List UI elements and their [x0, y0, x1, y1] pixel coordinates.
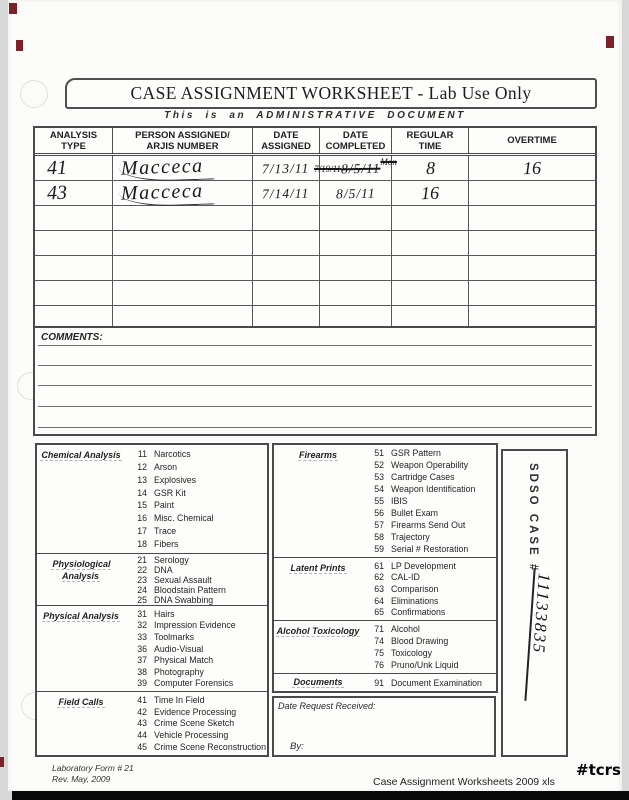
- analysis-code-key-left: [35, 443, 269, 757]
- code-number: 11: [137, 448, 147, 459]
- code-label: Confirmations: [391, 607, 446, 618]
- code-label: Cartridge Cases: [391, 472, 455, 482]
- handwritten-regular-time: 8: [425, 157, 435, 179]
- code-section: [274, 620, 496, 673]
- overtime-cell: [469, 231, 595, 255]
- handwritten-date-completed: 8/5/11: [340, 160, 381, 176]
- code-label: Vehicle Processing: [154, 730, 229, 741]
- code-label: Blood Drawing: [391, 636, 449, 646]
- code-number: 22: [137, 565, 147, 575]
- code-label: GSR Kit: [154, 487, 186, 498]
- code-number: 39: [137, 678, 147, 689]
- code-item: [125, 462, 267, 472]
- code-label: Hairs: [154, 608, 175, 619]
- header-line: OVERTIME: [507, 135, 557, 146]
- code-item-list: [125, 445, 267, 553]
- code-label: Fibers: [154, 539, 179, 549]
- code-section: [37, 445, 267, 553]
- code-label: Crime Scene Reconstruction: [154, 742, 266, 753]
- code-label: CAL-ID: [391, 572, 420, 583]
- code-number: 62: [374, 572, 384, 583]
- code-item: [362, 460, 496, 470]
- assignment-table-header-row: [35, 128, 595, 156]
- column-header-date-assigned: [253, 128, 320, 153]
- scan-mark: [9, 3, 17, 14]
- code-label: Alcohol: [391, 624, 420, 634]
- code-category-label: Physical Analysis: [43, 611, 119, 621]
- code-item: [125, 655, 267, 665]
- analysis-type-cell: [35, 281, 113, 305]
- date-request-label: Date Request Received:: [278, 701, 376, 711]
- code-item-list: [362, 621, 496, 673]
- date-assigned-cell: [253, 281, 320, 305]
- code-label: Pruno/Unk Liquid: [391, 660, 459, 670]
- code-section: [274, 557, 496, 620]
- handwritten-analysis-type: 41: [46, 156, 68, 180]
- code-label: Misc. Chemical: [154, 513, 214, 524]
- code-label: GSR Pattern: [391, 448, 441, 458]
- code-item: [125, 707, 267, 717]
- code-label: Document Examination: [391, 677, 482, 688]
- code-item-list: [362, 558, 496, 620]
- sdso-case-box: [501, 449, 568, 757]
- assignment-table-row: [35, 156, 595, 181]
- code-label: DNA Swabbing: [154, 595, 214, 605]
- code-label: LP Development: [391, 560, 456, 571]
- handwritten-annotation: Mon: [380, 157, 397, 167]
- date-assigned-cell: [253, 156, 320, 181]
- code-number: 37: [137, 655, 147, 666]
- code-number: 18: [137, 539, 147, 549]
- code-number: 13: [137, 474, 147, 485]
- code-section: [274, 673, 496, 691]
- regular-time-cell: [392, 256, 469, 280]
- code-item: [362, 508, 496, 518]
- code-label: Sexual Assault: [154, 575, 212, 585]
- code-item: [362, 648, 496, 658]
- comments-label: COMMENTS:: [41, 332, 103, 343]
- code-number: 63: [374, 583, 384, 594]
- date-completed-cell: [320, 256, 392, 280]
- code-section: [37, 691, 267, 755]
- code-category: [274, 445, 362, 557]
- code-item: [125, 730, 267, 740]
- handwritten-date-assigned: 7/13/11: [262, 160, 310, 176]
- page-subtitle: This is an ADMINISTRATIVE DOCUMENT: [164, 110, 466, 121]
- code-item: [125, 475, 267, 485]
- code-item: [125, 632, 267, 642]
- code-number: 42: [137, 706, 147, 717]
- header-line: ANALYSIS: [49, 129, 98, 141]
- code-number: 44: [137, 730, 147, 741]
- ruled-line: [38, 385, 592, 386]
- code-label: IBIS: [391, 496, 408, 506]
- analysis-type-cell: [35, 181, 113, 206]
- assignment-table-row: [35, 181, 595, 206]
- code-category: [37, 692, 125, 755]
- code-label: Comparison: [391, 583, 439, 594]
- code-number: 12: [137, 461, 147, 472]
- code-number: 33: [137, 631, 147, 642]
- date-assigned-cell: [253, 181, 320, 206]
- handwritten-date-original: 7/19/11: [314, 163, 341, 174]
- ruled-line: [38, 427, 592, 428]
- code-item: [125, 644, 267, 654]
- code-item: [125, 595, 267, 605]
- handwritten-case-number: 11133835: [529, 572, 554, 656]
- handwritten-date-assigned: 7/14/11: [262, 185, 310, 201]
- date-completed-cell: [320, 181, 392, 206]
- code-item: [125, 718, 267, 728]
- header-line: DATE: [273, 129, 299, 141]
- code-item: [125, 539, 267, 549]
- analysis-type-cell: [35, 156, 113, 181]
- code-item: [125, 449, 267, 459]
- code-category-label: Documents: [293, 677, 343, 687]
- scan-mark: [16, 40, 23, 51]
- header-line: ASSIGNED: [261, 140, 311, 152]
- code-number: 17: [137, 526, 147, 537]
- column-header-person-assigned: [113, 128, 253, 153]
- date-completed-cell: [320, 281, 392, 305]
- code-category: [274, 558, 362, 620]
- assignment-table: [33, 126, 597, 332]
- code-item: [125, 555, 267, 565]
- handwritten-person-name: Macceca: [119, 154, 214, 182]
- by-label: By:: [290, 741, 304, 752]
- code-number: 32: [137, 620, 147, 631]
- code-label: Trace: [154, 526, 177, 537]
- analysis-code-key-right: [272, 443, 498, 693]
- header-line: TIME: [418, 140, 442, 152]
- scan-mark: [606, 36, 614, 48]
- code-item: [362, 561, 496, 571]
- sdso-case-label: SDSO CASE #: [527, 463, 539, 574]
- code-category-label: Physiological Analysis: [52, 559, 111, 581]
- code-label: DNA: [154, 565, 173, 575]
- code-item: [362, 572, 496, 582]
- code-item: [125, 620, 267, 630]
- code-number: 45: [137, 742, 147, 753]
- code-label: Serial # Restoration: [391, 544, 469, 554]
- code-item: [125, 585, 267, 595]
- code-item: [125, 667, 267, 677]
- code-number: 74: [374, 636, 384, 646]
- date-completed-cell: [320, 231, 392, 255]
- code-label: Firearms Send Out: [391, 520, 466, 530]
- header-line: DATE: [342, 129, 369, 141]
- watermark-tag: #tcrs: [576, 761, 621, 779]
- code-label: Trajectory: [391, 532, 430, 542]
- code-section: [274, 445, 496, 557]
- column-header-regular-time: [392, 128, 469, 153]
- code-item: [362, 584, 496, 594]
- code-number: 56: [374, 508, 384, 518]
- form-revision: Rev. May, 2009: [52, 774, 111, 784]
- code-item: [125, 526, 267, 536]
- assignment-table-row: [35, 281, 595, 306]
- assignment-table-row: [35, 256, 595, 281]
- ruled-line: [38, 406, 592, 407]
- code-category-label: Field Calls: [58, 697, 104, 707]
- code-item: [362, 624, 496, 634]
- code-number: 52: [374, 460, 384, 470]
- code-category-label: Chemical Analysis: [41, 450, 121, 460]
- code-category-label: Firearms: [298, 450, 338, 460]
- comments-box: [33, 326, 597, 436]
- code-item: [362, 544, 496, 554]
- person-assigned-cell: [113, 206, 253, 230]
- handwritten-person-name: Macceca: [119, 179, 214, 207]
- code-number: 15: [137, 500, 147, 511]
- page-title: CASE ASSIGNMENT WORKSHEET - Lab Use Only: [130, 83, 532, 103]
- code-label: Toxicology: [391, 648, 433, 658]
- regular-time-cell: [392, 231, 469, 255]
- overtime-cell: [469, 206, 595, 230]
- code-label: Bullet Exam: [391, 508, 438, 518]
- date-completed-cell: [320, 206, 392, 230]
- code-number: 57: [374, 520, 384, 530]
- code-number: 21: [137, 555, 147, 565]
- code-label: Arson: [154, 461, 177, 472]
- code-number: 91: [374, 677, 384, 688]
- handwritten-analysis-type: 43: [46, 181, 68, 205]
- code-label: Toolmarks: [154, 631, 195, 642]
- handwritten-regular-time: 16: [420, 182, 440, 204]
- code-label: Evidence Processing: [154, 706, 237, 717]
- code-item: [362, 532, 496, 542]
- code-item: [125, 678, 267, 688]
- code-number: 51: [374, 448, 384, 458]
- person-assigned-cell: [113, 256, 253, 280]
- code-number: 61: [374, 560, 384, 571]
- code-label: Crime Scene Sketch: [154, 718, 235, 729]
- analysis-type-cell: [35, 206, 113, 230]
- code-item-list: [362, 674, 496, 691]
- overtime-cell: [469, 256, 595, 280]
- date-assigned-cell: [253, 206, 320, 230]
- code-item-list: [125, 606, 267, 691]
- code-item: [125, 575, 267, 585]
- header-line: PERSON ASSIGNED/: [135, 129, 230, 141]
- header-line: COMPLETED: [325, 140, 386, 152]
- code-number: 14: [137, 487, 147, 498]
- code-label: Bloodstain Pattern: [154, 585, 226, 595]
- code-item: [362, 596, 496, 606]
- person-assigned-cell: [113, 231, 253, 255]
- column-header-overtime: [469, 128, 595, 153]
- code-item: [362, 678, 496, 688]
- date-assigned-cell: [253, 231, 320, 255]
- code-item: [125, 513, 267, 523]
- scan-footer-bar: [12, 791, 629, 800]
- code-label: Physical Match: [154, 655, 214, 666]
- code-item: [362, 636, 496, 646]
- code-item: [125, 609, 267, 619]
- code-number: 41: [137, 694, 147, 705]
- code-number: 25: [137, 595, 147, 605]
- code-number: 31: [137, 608, 147, 619]
- scan-mark: [0, 757, 4, 767]
- code-number: 36: [137, 643, 147, 654]
- code-section: [37, 553, 267, 605]
- code-number: 23: [137, 575, 147, 585]
- code-label: Eliminations: [391, 595, 439, 606]
- code-category-label: Alcohol Toxicology: [276, 626, 360, 636]
- regular-time-cell: [392, 206, 469, 230]
- code-number: 53: [374, 472, 384, 482]
- regular-time-cell: [392, 181, 469, 206]
- code-number: 65: [374, 607, 384, 618]
- code-section: [37, 605, 267, 691]
- code-label: Audio-Visual: [154, 643, 204, 654]
- code-item: [362, 496, 496, 506]
- code-category: [37, 554, 125, 605]
- file-name: Case Assignment Worksheets 2009 xls: [373, 776, 555, 788]
- code-label: Time In Field: [154, 694, 205, 705]
- regular-time-cell: [392, 281, 469, 305]
- handwritten-date-completed: 8/5/11: [335, 185, 376, 201]
- code-item: [125, 742, 267, 752]
- code-label: Weapon Identification: [391, 484, 476, 494]
- code-number: 76: [374, 660, 384, 670]
- code-label: Explosives: [154, 474, 197, 485]
- person-assigned-cell: [113, 281, 253, 305]
- handwritten-overtime: 16: [522, 157, 542, 179]
- code-number: 71: [374, 624, 384, 634]
- code-category-label: Latent Prints: [290, 563, 346, 573]
- code-label: Photography: [154, 666, 204, 677]
- regular-time-cell: [392, 156, 469, 181]
- code-number: 43: [137, 718, 147, 729]
- code-item: [362, 607, 496, 617]
- code-number: 64: [374, 595, 384, 606]
- code-category: [274, 674, 362, 691]
- code-category: [37, 606, 125, 691]
- code-item: [125, 565, 267, 575]
- code-item: [362, 660, 496, 670]
- code-item-list: [125, 554, 267, 605]
- person-assigned-cell: [113, 156, 253, 181]
- code-item: [125, 695, 267, 705]
- code-number: 75: [374, 648, 384, 658]
- overtime-cell: [469, 281, 595, 305]
- code-number: 58: [374, 532, 384, 542]
- code-number: 54: [374, 484, 384, 494]
- code-label: Weapon Operability: [391, 460, 469, 470]
- column-header-analysis-type: [35, 128, 113, 153]
- header-line: TYPE: [61, 140, 86, 152]
- code-label: Narcotics: [154, 448, 191, 459]
- code-number: 16: [137, 513, 147, 524]
- header-line: REGULAR: [406, 129, 454, 141]
- hole-punch: [20, 80, 48, 108]
- code-item: [125, 500, 267, 510]
- date-completed-cell: [314, 156, 397, 181]
- code-item-list: [125, 692, 267, 755]
- code-number: 38: [137, 666, 147, 677]
- analysis-type-cell: [35, 231, 113, 255]
- header-line: ARJIS NUMBER: [146, 140, 219, 152]
- code-category: [274, 621, 362, 673]
- assignment-table-row: [35, 231, 595, 256]
- code-item: [362, 520, 496, 530]
- column-header-date-completed: [320, 128, 392, 153]
- ruled-line: [38, 365, 592, 366]
- code-label: Paint: [154, 500, 175, 511]
- code-number: 24: [137, 585, 147, 595]
- code-item: [362, 448, 496, 458]
- code-category: [37, 445, 125, 553]
- date-request-box: [272, 696, 496, 757]
- ruled-line: [38, 345, 592, 346]
- overtime-cell: [469, 181, 595, 206]
- assignment-table-row: [35, 206, 595, 231]
- code-number: 55: [374, 496, 384, 506]
- code-label: Serology: [154, 555, 189, 565]
- person-assigned-cell: [113, 181, 253, 206]
- overtime-cell: [469, 156, 595, 181]
- code-item: [362, 484, 496, 494]
- form-number: Laboratory Form # 21: [52, 763, 134, 773]
- date-assigned-cell: [253, 256, 320, 280]
- code-label: Computer Forensics: [154, 678, 234, 689]
- code-label: Impression Evidence: [154, 620, 236, 631]
- code-item: [125, 488, 267, 498]
- code-number: 59: [374, 544, 384, 554]
- code-item: [362, 472, 496, 482]
- title-box: [65, 78, 597, 109]
- code-item-list: [362, 445, 496, 557]
- assignment-table-body: [35, 156, 595, 330]
- analysis-type-cell: [35, 256, 113, 280]
